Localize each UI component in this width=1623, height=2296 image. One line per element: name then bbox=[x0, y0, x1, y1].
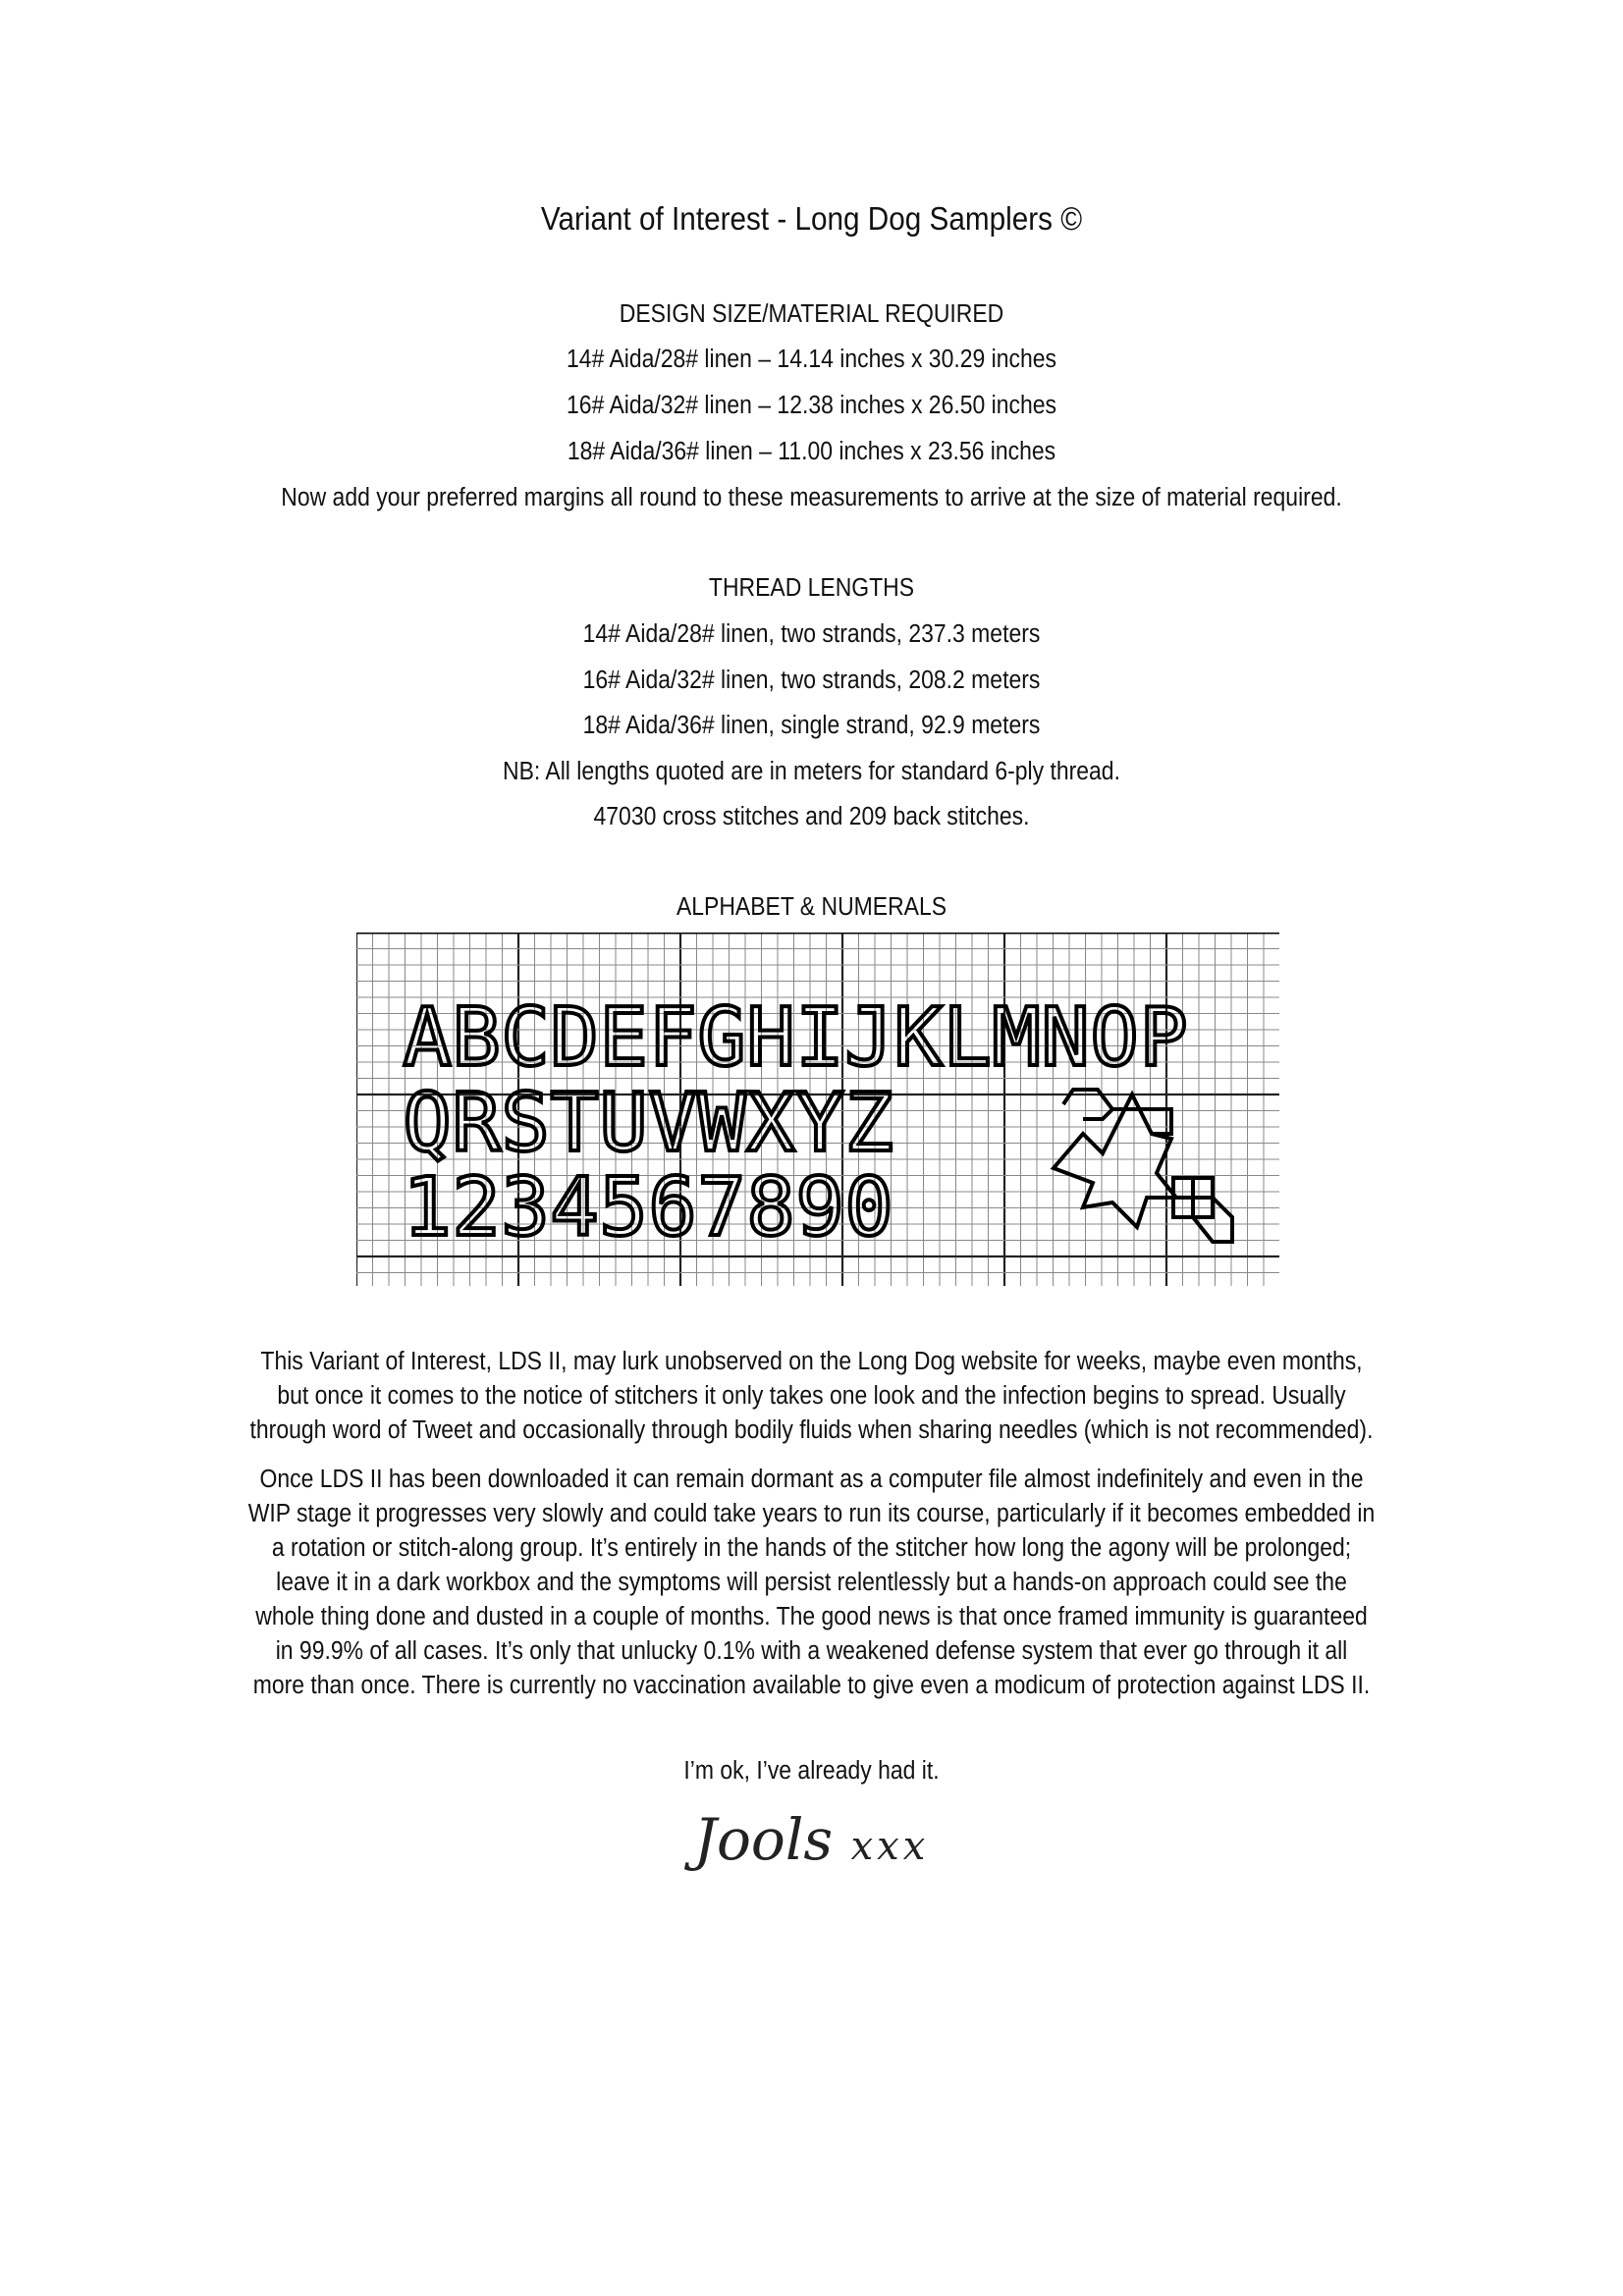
chart-glyph: 5 bbox=[599, 1161, 648, 1255]
paragraph-line: but once it comes to the notice of stitchers it only takes one look and the infection begins to spread. Usually bbox=[277, 1382, 1346, 1410]
chart-glyph: Y bbox=[795, 1077, 844, 1170]
chart-glyph: L bbox=[943, 991, 992, 1085]
chart-glyph: Q bbox=[403, 1077, 452, 1170]
chart-letters bbox=[403, 991, 1187, 1255]
chart-glyph: X bbox=[746, 1077, 795, 1170]
chart-glyph: 2 bbox=[452, 1161, 501, 1255]
design-heading: DESIGN SIZE/MATERIAL REQUIRED bbox=[619, 300, 1004, 328]
alphabet-chart bbox=[356, 933, 1279, 1286]
design-line-18: 18# Aida/36# linen – 11.00 inches x 23.56 inches bbox=[567, 438, 1056, 465]
chart-glyph: E bbox=[599, 991, 648, 1085]
chart-glyph: 4 bbox=[550, 1161, 599, 1255]
paragraph-line: in 99.9% of all cases. It’s only that unlucky 0.1% with a weakened defense system that ever go through it all bbox=[275, 1637, 1348, 1665]
chart-glyph: U bbox=[599, 1077, 648, 1170]
paragraph-line: Once LDS II has been downloaded it can remain dormant as a computer file almost indefinitely and even in the bbox=[259, 1466, 1364, 1493]
chart-glyph: J bbox=[844, 991, 893, 1085]
paragraph-body bbox=[0, 1463, 1623, 1703]
paragraph-line: through word of Tweet and occasionally through bodily fluids when sharing needles (which is not recommended). bbox=[249, 1416, 1374, 1444]
chart-glyph: M bbox=[992, 991, 1041, 1085]
chart-glyph: K bbox=[893, 991, 943, 1085]
paragraph-line: more than once. There is currently no vaccination available to give even a modicum of protection against LDS II. bbox=[252, 1672, 1371, 1699]
thread-note: NB: All lengths quoted are in meters for standard 6-ply thread. bbox=[503, 758, 1120, 785]
chart-glyph: N bbox=[1041, 991, 1090, 1085]
signature bbox=[0, 1806, 1623, 1873]
chart-glyph: Z bbox=[844, 1077, 893, 1170]
chart-glyph: R bbox=[452, 1077, 501, 1170]
chart-glyph: D bbox=[550, 991, 599, 1085]
chart-glyph: G bbox=[697, 991, 746, 1085]
design-note: Now add your preferred margins all round to these measurements to arrive at the size of material required. bbox=[281, 484, 1342, 511]
chart-glyph: 0 bbox=[844, 1161, 893, 1255]
chart-glyph: 1 bbox=[403, 1161, 452, 1255]
chart-glyph: T bbox=[550, 1077, 599, 1170]
paragraph-line: whole thing done and dusted in a couple of months. The good news is that once framed immunity is guaranteed bbox=[255, 1603, 1368, 1630]
paragraph-line: This Variant of Interest, LDS II, may lurk unobserved on the Long Dog website for weeks, maybe even months, bbox=[260, 1348, 1363, 1375]
leaf-shape bbox=[1054, 1095, 1176, 1227]
alphabet-heading: ALPHABET & NUMERALS bbox=[676, 893, 947, 921]
chart-glyph: 3 bbox=[501, 1161, 550, 1255]
chart-glyph: C bbox=[501, 991, 550, 1085]
chart-glyph: V bbox=[648, 1077, 697, 1170]
thread-line-14: 14# Aida/28# linen, two strands, 237.3 meters bbox=[582, 620, 1041, 648]
chart-glyph: 6 bbox=[648, 1161, 697, 1255]
chart-glyph: 7 bbox=[697, 1161, 746, 1255]
chart-glyph: 9 bbox=[795, 1161, 844, 1255]
signature-name: Jools bbox=[693, 1806, 834, 1873]
paragraph-line: a rotation or stitch-along group. It’s entirely in the hands of the stitcher how long the agony will be prolonged; bbox=[271, 1534, 1352, 1562]
page-title: Variant of Interest - Long Dog Samplers © bbox=[540, 200, 1083, 237]
paragraph-line: WIP stage it progresses very slowly and could take years to run its course, particularly if it becomes embedded in bbox=[247, 1500, 1376, 1527]
chart-glyph: A bbox=[403, 991, 452, 1085]
chart-glyph: 8 bbox=[746, 1161, 795, 1255]
design-line-16: 16# Aida/32# linen – 12.38 inches x 26.50 inches bbox=[567, 392, 1056, 419]
thread-line-18: 18# Aida/36# linen, single strand, 92.9 meters bbox=[582, 712, 1041, 739]
chart-glyph: P bbox=[1139, 991, 1188, 1085]
paragraph-line: leave it in a dark workbox and the symptoms will persist relentlessly but a hands-on approach could see the bbox=[276, 1569, 1347, 1596]
chart-glyph: F bbox=[648, 991, 697, 1085]
leaf-motif bbox=[1054, 1090, 1232, 1242]
paragraph-intro bbox=[0, 1345, 1623, 1448]
signature-kisses: xxx bbox=[850, 1824, 930, 1869]
thread-line-16: 16# Aida/32# linen, two strands, 208.2 meters bbox=[582, 667, 1041, 694]
chart-glyph: H bbox=[746, 991, 795, 1085]
thread-heading: THREAD LENGTHS bbox=[708, 574, 915, 602]
design-line-14: 14# Aida/28# linen – 14.14 inches x 30.29 inches bbox=[567, 346, 1056, 373]
chart-glyph: B bbox=[452, 991, 501, 1085]
chart-glyph: W bbox=[697, 1077, 746, 1170]
stitch-count: 47030 cross stitches and 209 back stitches. bbox=[593, 803, 1030, 830]
chart-glyph: O bbox=[1090, 991, 1139, 1085]
chart-glyph: S bbox=[501, 1077, 550, 1170]
closing-line: I’m ok, I’ve already had it. bbox=[683, 1757, 940, 1785]
chart-glyph: I bbox=[795, 991, 844, 1085]
